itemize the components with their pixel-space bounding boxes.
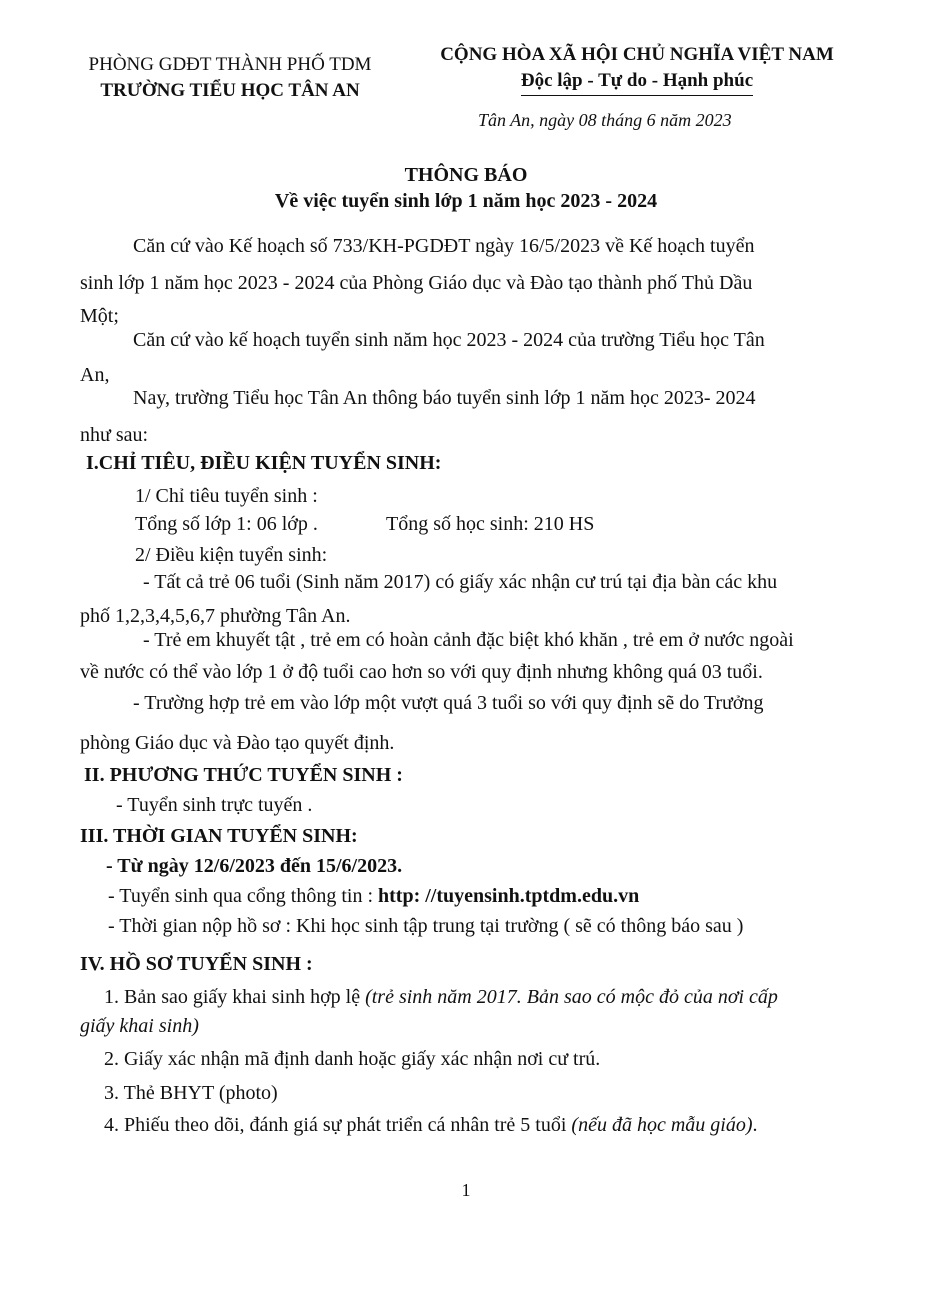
- document-item-4: [104, 1112, 757, 1138]
- portal-label: - Tuyển sinh qua cổng thông tin :: [108, 885, 379, 907]
- section1-sub1: 1/ Chỉ tiêu tuyển sinh :: [135, 485, 318, 507]
- intro-p2-line1: Căn cứ vào kế hoạch tuyển sinh năm học 2023 - 2024 của trường Tiểu học Tân: [133, 329, 765, 351]
- portal-url: http: //tuyensinh.tptdm.edu.vn: [378, 885, 640, 907]
- item4-end: .: [752, 1114, 758, 1136]
- section3-heading: III. THỜI GIAN TUYỂN SINH:: [80, 825, 358, 847]
- document-item-1: [104, 984, 778, 1010]
- condition1-line2: phố 1,2,3,4,5,6,7 phường Tân An.: [80, 605, 351, 627]
- section2-heading: II. PHƯƠNG THỨC TUYỂN SINH :: [84, 764, 403, 786]
- intro-p3-line1: Nay, trường Tiểu học Tân An thông báo tuyển sinh lớp 1 năm học 2023- 2024: [133, 387, 756, 409]
- item1-note-line2: giấy khai sinh): [80, 1015, 199, 1037]
- item4-text: 4. Phiếu theo dõi, đánh giá sự phát triển cá nhân trẻ 5 tuổi: [104, 1114, 572, 1136]
- header-right: [412, 42, 862, 96]
- class-count: Tổng số lớp 1: 06 lớp .: [135, 513, 318, 535]
- document-subtitle: Về việc tuyển sinh lớp 1 năm học 2023 - 2024: [274, 190, 658, 212]
- student-count: Tổng số học sinh: 210 HS: [386, 513, 595, 535]
- item1-text: 1. Bản sao giấy khai sinh hợp lệ: [104, 986, 366, 1008]
- header-left: [60, 52, 400, 104]
- section1-heading: I.CHỈ TIÊU, ĐIỀU KIỆN TUYỂN SINH:: [86, 452, 442, 474]
- document-date: Tân An, ngày 08 tháng 6 năm 2023: [478, 110, 732, 130]
- national-motto: Độc lập - Tự do - Hạnh phúc: [521, 68, 753, 96]
- portal-line: [108, 883, 639, 909]
- intro-p1-line2: sinh lớp 1 năm học 2023 - 2024 của Phòng Giáo dục và Đào tạo thành phố Thủ Dầu: [80, 272, 753, 294]
- department-name: PHÒNG GDĐT THÀNH PHỐ TDM: [88, 54, 372, 75]
- condition2-line2: về nước có thể vào lớp 1 ở độ tuổi cao hơn so với quy định nhưng không quá 03 tuổi.: [80, 661, 763, 683]
- section1-sub2: 2/ Điều kiện tuyển sinh:: [135, 544, 328, 566]
- item4-note: (nếu đã học mẫu giáo): [571, 1114, 753, 1136]
- section4-heading: IV. HỒ SƠ TUYỂN SINH :: [80, 953, 313, 975]
- intro-p3-line2: như sau:: [80, 424, 149, 446]
- page-number: 1: [461, 1180, 471, 1200]
- condition3-line2: phòng Giáo dục và Đào tạo quyết định.: [80, 732, 395, 754]
- intro-p1-line3: Một;: [80, 305, 119, 327]
- submission-time: - Thời gian nộp hồ sơ : Khi học sinh tập trung tại trường ( sẽ có thông báo sau ): [108, 915, 744, 937]
- condition3-line1: - Trường hợp trẻ em vào lớp một vượt quá 3 tuổi so với quy định sẽ do Trưởng: [133, 692, 764, 714]
- document-item-2: 2. Giấy xác nhận mã định danh hoặc giấy xác nhận nơi cư trú.: [104, 1048, 601, 1070]
- section2-item: - Tuyển sinh trực tuyến .: [116, 794, 313, 816]
- document-item-3: 3. Thẻ BHYT (photo): [104, 1082, 278, 1104]
- item1-note: (trẻ sinh năm 2017. Bản sao có mộc đỏ của nơi cấp: [365, 986, 778, 1008]
- condition2-line1: - Trẻ em khuyết tật , trẻ em có hoàn cảnh đặc biệt khó khăn , trẻ em ở nước ngoài: [143, 629, 794, 651]
- document-title: THÔNG BÁO: [404, 164, 528, 186]
- condition1-line1: - Tất cả trẻ 06 tuổi (Sinh năm 2017) có giấy xác nhận cư trú tại địa bàn các khu: [143, 571, 778, 593]
- school-name: TRƯỜNG TIỂU HỌC TÂN AN: [100, 80, 360, 101]
- country-name: CỘNG HÒA XÃ HỘI CHỦ NGHĨA VIỆT NAM: [440, 44, 834, 65]
- intro-p2-line2: An,: [80, 364, 110, 386]
- intro-p1-line1: Căn cứ vào Kế hoạch số 733/KH-PGDĐT ngày 16/5/2023 về Kế hoạch tuyển: [133, 235, 755, 257]
- registration-dates: - Từ ngày 12/6/2023 đến 15/6/2023.: [106, 855, 403, 877]
